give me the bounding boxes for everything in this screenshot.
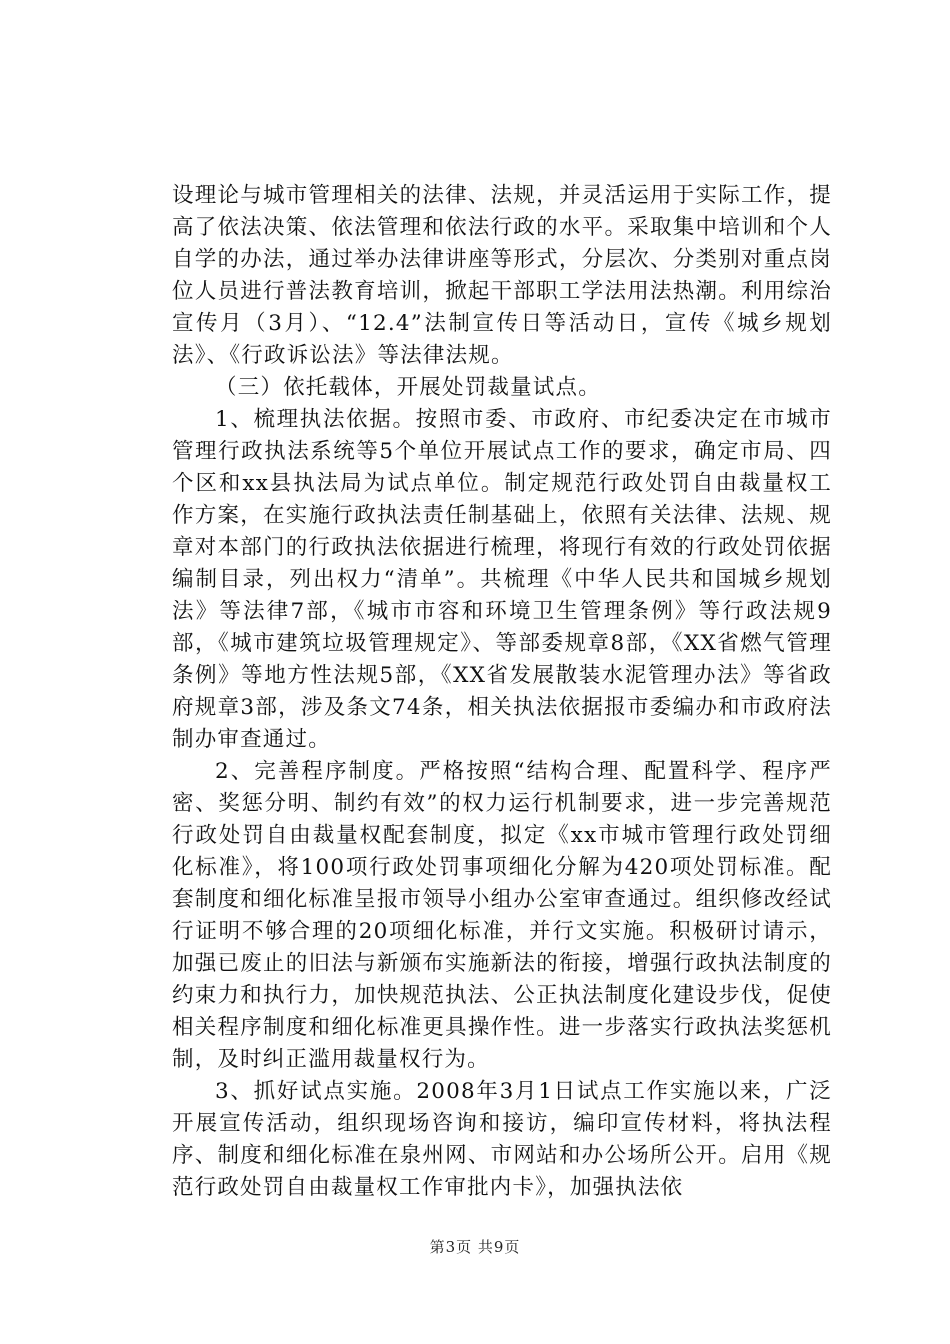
document-body <box>172 180 832 1204</box>
section-heading: （三）依托载体，开展处罚裁量试点。 <box>215 375 601 400</box>
paragraph-item-3: 3、抓好试点实施。2008年3月1日试点工作实施以来，广泛开展宣传活动，组织现场咨询和接访，编印宣传材料，将执法程序、制度和细化标准在泉州网、市网站和办公场所公开。启用《规范行政处罚自由裁量权工作审批内卡》，加强执法依 <box>172 1079 832 1200</box>
paragraph-item-2: 2、完善程序制度。严格按照“结构合理、配置科学、程序严密、奖惩分明、制约有效”的权力运行机制要求，进一步完善规范行政处罚自由裁量权配套制度，拟定《xx市城市管理行政处罚细化标准》，将100项行政处罚事项细化分解为420项处罚标准。配套制度和细化标准呈报市领导小组办公室审查通过。组织修改经试行证明不够合理的20项细化标准，并行文实施。积极研讨请示，加强已废止的旧法与新颁布实施新法的衔接，增强行政执法制度的约束力和执行力，加快规范执法、公正执法制度化建设步伐，促使相关程序制度和细化标准更具操作性。进一步落实行政执法奖惩机制，及时纠正滥用裁量权行为。 <box>172 759 832 1072</box>
page-number-label: 第3页 共9页 <box>429 1238 521 1256</box>
paragraph-item-1: 1、梳理执法依据。按照市委、市政府、市纪委决定在市城市管理行政执法系统等5个单位开展试点工作的要求，确定市局、四个区和xx县执法局为试点单位。制定规范行政处罚自由裁量权工作方案，在实施行政执法责任制基础上，依照有关法律、法规、规章对本部门的行政执法依据进行梳理，将现行有效的行政处罚依据编制目录，列出权力“清单”。共梳理《中华人民共和国城乡规划法》等法律7部，《城市市容和环境卫生管理条例》等行政法规9部，《城市建筑垃圾管理规定》、等部委规章8部，《XX省燃气管理条例》等地方性法规5部，《XX省发展散装水泥管理办法》等省政府规章3部，涉及条文74条，相关执法依据报市委编办和市政府法制办审查通过。 <box>172 407 832 752</box>
paragraph-continuation: 设理论与城市管理相关的法律、法规，并灵活运用于实际工作，提高了依法决策、依法管理和依法行政的水平。采取集中培训和个人自学的办法，通过举办法律讲座等形式，分层次、分类别对重点岗位人员进行普法教育培训，掀起干部职工学法用法热潮。利用综治宣传月（3月）、“12.4”法制宣传日等活动日，宣传《城乡规划法》、《行政诉讼法》等法律法规。 <box>172 183 832 368</box>
page-footer <box>0 1236 950 1257</box>
